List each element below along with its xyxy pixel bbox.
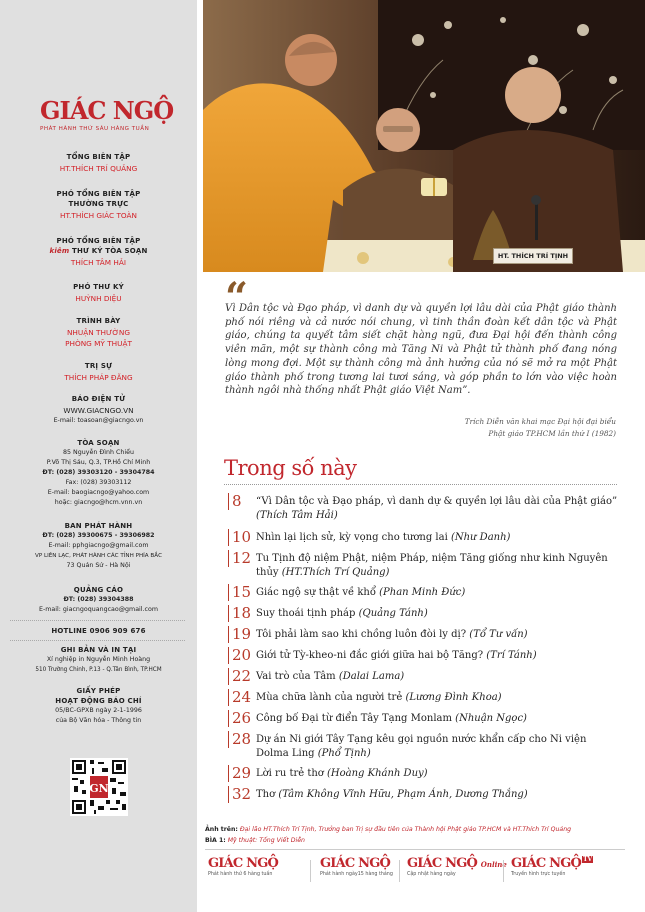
toc-divider: [224, 484, 617, 485]
logo-tagline: PHÁT HÀNH THỨ SÁU HÀNG TUẦN: [40, 126, 150, 132]
toc-item[interactable]: [228, 689, 620, 706]
deputy-standing-block: [0, 189, 197, 221]
quote-source-line-2: Phật giáo TP.HCM lần thứ I (1982): [488, 429, 616, 438]
brand-divider: [399, 860, 400, 882]
editor-in-chief-block: [0, 152, 197, 174]
toc-entry: [256, 731, 620, 760]
toc-entry-author: (HT.Thích Trí Quảng): [281, 566, 390, 578]
deputy-secretary-title-2-line: [0, 246, 197, 256]
masthead-sidebar: [0, 0, 197, 912]
toc-entry-author: (Như Danh): [450, 532, 511, 543]
toc-entry-title: Vai trò của Tâm: [256, 671, 336, 682]
qr-code-icon: [70, 758, 128, 816]
assistant-secretary-name: HUỲNH DIỆU: [75, 294, 122, 303]
office-block: [0, 438, 197, 508]
toc-entry-author: (Phan Minh Đức): [379, 587, 466, 598]
toc-item[interactable]: [228, 786, 620, 803]
toc-entry-title: “Vì Dân tộc và Đạo pháp, vì danh dự & quyền lợi lâu dài của Phật giáo”: [256, 496, 618, 507]
toc-entry-author: (Lương Đình Khoa): [405, 692, 502, 703]
toc-entry: [256, 550, 620, 579]
cover-credit-label: BÌA 1:: [205, 837, 226, 844]
toc-entry-title: Giác ngộ sự thật về khổ: [256, 587, 376, 598]
ads-block: [0, 585, 197, 615]
distribution-block: [0, 521, 197, 571]
toc-entry: [256, 605, 620, 621]
hotline: HOTLINE 0906 909 676: [51, 627, 146, 635]
deputy-standing-title-1: PHÓ TỔNG BIÊN TẬP: [56, 190, 141, 198]
toc-entry-title: Công bố Đại từ điển Tây Tạng Monlam: [256, 713, 452, 724]
hotline-block: [0, 626, 197, 636]
divider: [10, 620, 185, 621]
deputy-secretary-title-2: THƯ KÝ TÒA SOẠN: [72, 247, 148, 255]
license-block: [0, 686, 197, 726]
online-block: [0, 394, 197, 426]
toc-entry-author: (Hoàng Khánh Duy): [327, 768, 428, 779]
toc-item[interactable]: [228, 710, 620, 727]
cover-credit-text: Mỹ thuật: Tống Viết Diễn: [227, 837, 305, 844]
toc-page-number: 22: [228, 668, 256, 685]
toc-page-number: 8: [228, 493, 256, 510]
deputy-secretary-name: THÍCH TÂM HẢI: [70, 258, 127, 267]
toc-entry-title: Suy thoái tịnh pháp: [256, 608, 356, 619]
toc-entry-author: (Quảng Tánh): [358, 608, 428, 619]
toc-entry: [256, 584, 620, 600]
toc-entry-title: Dự án Ni giới Tây Tạng kêu gọi nguồn nước khẩn cấp cho Ni viện Dolma Ling: [256, 734, 587, 759]
brand-tv[interactable]: [511, 856, 625, 877]
toc-entry: [256, 493, 620, 522]
toc-entry-title: Giới tử Tỳ-kheo-ni đắc giới giữa hai bộ Tăng?: [256, 650, 484, 661]
deputy-standing-name: HT.THÍCH GIÁC TOÀN: [59, 211, 137, 220]
ads-email[interactable]: E-mail: giacngoquangcao@gmail.com: [38, 606, 159, 613]
toc-entry-author: (Trí Tánh): [486, 650, 537, 661]
quote-source: [370, 416, 616, 440]
office-addr-2: P.Võ Thị Sáu, Q.3, TP.Hồ Chí Minh: [46, 459, 151, 466]
toc-entry-author: (Nhuận Ngọc): [455, 713, 527, 724]
deputy-secretary-title-1: PHÓ TỔNG BIÊN TẬP: [56, 237, 141, 245]
brand-divider: [503, 860, 504, 882]
toc-item[interactable]: [228, 584, 620, 601]
photo-credit-line: [205, 824, 625, 835]
photo-credit-label: Ảnh trên:: [205, 826, 238, 833]
featured-quote: Vì Dân tộc và Đạo pháp, vì danh dự và quyền lợi lâu dài của Phật giáo thành phố nói riêng và cả nước nói chung, vì tinh thần đoàn kết dân tộc và Phật giáo, chúng ta quyết tâm siết chặt hàng ngũ, đưa Đại hội đến thành công viên mãn, một sự thành công mà Tăng Ni và Phật tử thành phố đang nóng lòng mong đợi. Một sự thành công mà ảnh hưởng của nó sẽ mở ra một Phật giáo thành phố trong tương lai tươi sáng, và góp phần to lớn vào việc hoàn thành ngôi nhà thống nhất Phật giáo Việt Nam”.: [225, 303, 617, 397]
online-url[interactable]: WWW.GIACNGO.VN: [63, 406, 134, 415]
brand-suffix: TV: [583, 856, 593, 863]
toc-entry: [256, 626, 620, 642]
ads-phone: ĐT: (028) 39304388: [63, 596, 134, 603]
office-fax: Fax: (028) 39303112: [65, 479, 132, 486]
quote-source-line-1: Trích Diễn văn khai mạc Đại hội đại biểu: [464, 417, 616, 426]
brand-suffix: Online: [480, 860, 507, 869]
admin-block: [0, 361, 197, 383]
toc-entry: [256, 689, 620, 705]
brand-sub: Cập nhật hàng ngày: [407, 872, 456, 877]
toc-entry: [256, 765, 620, 781]
print-title: GHI BẢN VÀ IN TẠI: [60, 646, 137, 654]
print-block: [0, 645, 197, 675]
print-name: Xí nghiệp in Nguyễn Minh Hoàng: [46, 656, 151, 663]
brand-name: GIÁC NGỘ: [208, 856, 279, 871]
toc-entry-title: Nhìn lại lịch sử, kỳ vọng cho tương lai: [256, 532, 448, 543]
toc-entry: [256, 529, 620, 545]
toc-page-number: 29: [228, 765, 256, 782]
toc-entry-title: Tu Tịnh độ niệm Phật, niệm Pháp, niệm Tăng giống như kinh Nguyên thủy: [256, 553, 608, 578]
distribution-north-2: 73 Quán Sứ - Hà Nội: [66, 562, 131, 569]
office-email-1[interactable]: E-mail: baogiacngo@yahoo.com: [47, 489, 150, 496]
deputy-secretary-block: [0, 236, 197, 268]
brand-online[interactable]: [407, 856, 507, 877]
quote-mark-icon: “: [225, 274, 249, 321]
cover-photo: [203, 0, 645, 272]
deputy-standing-title-2: THƯỜNG TRỰC: [68, 200, 129, 208]
photo-credit-text: Đại lão HT.Thích Trí Tịnh, Trưởng ban Trị sự đầu tiên của Thành hội Phật giáo TP.HCM và HT.Thích Trí Quảng: [239, 826, 572, 833]
brand-name: GIÁC NGỘ: [407, 856, 478, 871]
design-name-1: NHUẬN THƯỜNG: [66, 328, 131, 337]
admin-name: THÍCH PHÁP ĐĂNG: [64, 373, 133, 382]
license-title-1: GIẤY PHÉP: [76, 687, 121, 695]
design-title: TRÌNH BÀY: [76, 317, 121, 325]
toc-page-number: 20: [228, 647, 256, 664]
brand-name: GIÁC NGỘ: [511, 856, 582, 871]
monks-photo-illustration: [203, 0, 645, 272]
toc-page-number: 24: [228, 689, 256, 706]
newspaper-logo: GIÁC NGỘ: [40, 96, 174, 125]
admin-title: TRỊ SỰ: [84, 362, 113, 370]
brand-divider: [310, 860, 311, 882]
license-2: của Bộ Văn hóa - Thông tin: [55, 717, 142, 724]
toc-page-number: 32: [228, 786, 256, 803]
brand-sub: Phát hành ngày15 hàng tháng: [320, 872, 393, 877]
online-title: BÁO ĐIỆN TỬ: [71, 395, 126, 403]
assistant-secretary-block: [0, 282, 197, 304]
editor-in-chief-title: TỔNG BIÊN TẬP: [66, 153, 131, 161]
office-email-2[interactable]: hoặc: giacngo@hcm.vnn.vn: [54, 499, 143, 506]
brand-sub: Truyền hình trực tuyến: [511, 872, 566, 877]
office-phone: ĐT: (028) 39303120 - 39304784: [42, 469, 155, 476]
toc-entry: [256, 786, 620, 802]
toc-entry-title: Thơ: [256, 789, 276, 800]
assistant-secretary-title: PHÓ THƯ KÝ: [73, 283, 124, 291]
toc-entry-author: (Thích Tâm Hải): [256, 509, 338, 521]
photo-credit: [205, 824, 625, 846]
toc-page-number: 28: [228, 731, 256, 748]
distribution-north-1: VP LIÊN LẠC, PHÁT HÀNH CÁC TỈNH PHÍA BẮC: [35, 553, 162, 559]
office-addr-1: 85 Nguyễn Đình Chiểu: [63, 449, 134, 456]
qr-label: GN: [89, 782, 109, 795]
toc-entry-title: Lời ru trẻ thơ: [256, 768, 324, 779]
design-name-2: PHÒNG MỸ THUẬT: [65, 339, 132, 348]
brand-weekly[interactable]: [208, 856, 308, 877]
brand-sub: Phát hành thứ 6 hàng tuần: [208, 872, 273, 877]
toc-item[interactable]: [228, 605, 620, 622]
distribution-phone: ĐT: (028) 39300675 - 39306982: [42, 532, 155, 539]
toc-entry-author: (Phổ Tịnh): [317, 747, 371, 759]
toc-item[interactable]: [228, 626, 620, 643]
toc-page-number: 10: [228, 529, 256, 546]
photo-caption-badge: HT. THÍCH TRÍ TỊNH: [493, 248, 573, 264]
brand-name: GIÁC NGỘ: [320, 856, 391, 871]
toc-entry: [256, 647, 620, 663]
toc-entry-author: (Tổ Tư vấn): [469, 629, 528, 640]
toc-item[interactable]: [228, 550, 620, 579]
editor-in-chief-name: HT.THÍCH TRÍ QUẢNG: [59, 164, 138, 173]
license-1: 05/BC-GPXB ngày 2-1-1996: [55, 707, 142, 714]
divider: [10, 640, 185, 641]
license-title-2: HOẠT ĐỘNG BÁO CHÍ: [55, 697, 142, 705]
toc-page-number: 18: [228, 605, 256, 622]
ads-title: QUẢNG CÁO: [73, 586, 124, 594]
design-block: [0, 316, 197, 349]
toc-item[interactable]: [228, 731, 620, 760]
online-email[interactable]: E-mail: toasoan@giacngo.vn: [53, 417, 144, 424]
toc-page-number: 26: [228, 710, 256, 727]
toc-item[interactable]: [228, 647, 620, 664]
toc-item[interactable]: [228, 668, 620, 685]
kiem-label: kiêm: [49, 247, 70, 255]
toc-entry: [256, 668, 620, 684]
toc-title: Trong số này: [224, 456, 357, 480]
toc-item[interactable]: [228, 765, 620, 782]
print-addr: 510 Trường Chinh, P.13 - Q.Tân Bình, TP.HCM: [35, 667, 162, 673]
brand-monthly[interactable]: [320, 856, 420, 877]
toc-page-number: 19: [228, 626, 256, 643]
distribution-title: BAN PHÁT HÀNH: [64, 522, 133, 530]
distribution-email[interactable]: E-mail: pphgiacngo@gmail.com: [48, 542, 149, 549]
qr-code[interactable]: [70, 758, 128, 816]
toc-entry-title: Tôi phải làm sao khi chồng luôn đòi ly dị?: [256, 629, 467, 640]
toc-page-number: 15: [228, 584, 256, 601]
toc-entry-author: (Tâm Không Vĩnh Hữu, Phạm Ánh, Dương Thắng): [278, 789, 528, 800]
toc-entry-author: (Dalai Lama): [338, 671, 405, 682]
footer-divider: [205, 849, 625, 850]
toc-page-number: 12: [228, 550, 256, 567]
office-title: TÒA SOẠN: [77, 439, 120, 447]
toc-entry-title: Mùa chữa lành của người trẻ: [256, 692, 403, 703]
toc-entry: [256, 710, 620, 726]
toc-item[interactable]: [228, 529, 620, 546]
cover-credit-line: [205, 835, 625, 846]
toc-item[interactable]: [228, 493, 620, 522]
